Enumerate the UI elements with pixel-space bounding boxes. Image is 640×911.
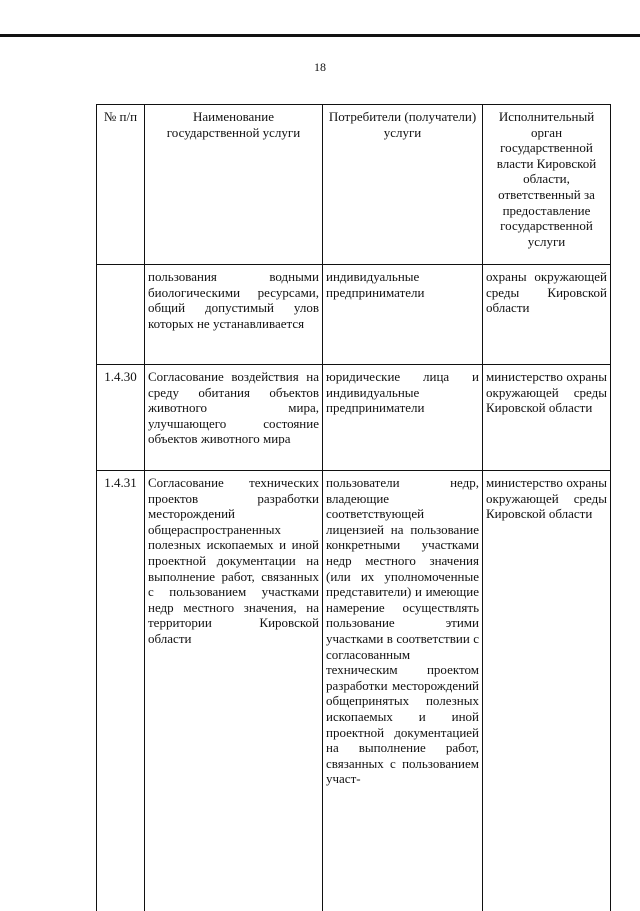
row-authority: министерство охраны окружающей среды Кировской области [483,471,611,911]
row-service-name: Согласование технических проектов разработки месторождений общераспространенных полезных ископаемых и иной проектной документации на выполнение работ, связанных с пользованием участками недр местного значения, на территории Кировской области [145,471,323,911]
table-row [97,265,611,365]
top-rule [0,34,640,37]
row-authority: охраны окружающей среды Кировской области [483,265,611,365]
table-row [97,365,611,471]
header-service-name: Наименование государственной услуги [145,105,323,265]
row-authority: министерство охраны окружающей среды Кировской области [483,365,611,471]
table-header-row [97,105,611,265]
header-authority: Исполнительный орган государственной власти Кировской области, ответственный за предоставление государственной услуги [483,105,611,265]
row-number: 1.4.30 [97,365,145,471]
header-number: № п/п [97,105,145,265]
row-consumers: индивидуальные предприниматели [323,265,483,365]
row-number: 1.4.31 [97,471,145,911]
row-service-name: Согласование воздействия на среду обитания объектов животного мира, улучшающего состояние объектов животного мира [145,365,323,471]
row-service-name: пользования водными биологическими ресурсами, общий допустимый улов которых не устанавливается [145,265,323,365]
services-table [96,104,611,911]
row-consumers: юридические лица и индивидуальные предприниматели [323,365,483,471]
row-number [97,265,145,365]
page-number: 18 [314,60,326,74]
table-row [97,471,611,911]
header-consumers: Потребители (получатели) услуги [323,105,483,265]
row-consumers: пользователи недр, владеющие соответствующей лицензией на пользование конкретными участками недр местного значения (или их уполномоченные представители) и имеющие намерение осуществлять пользование этими участками в соответствии с согласованным техническим проектом разработки месторождений общепринятых полезных ископаемых и иной проектной документацией на выполнение работ, связанных с пользованием участ- [323,471,483,911]
